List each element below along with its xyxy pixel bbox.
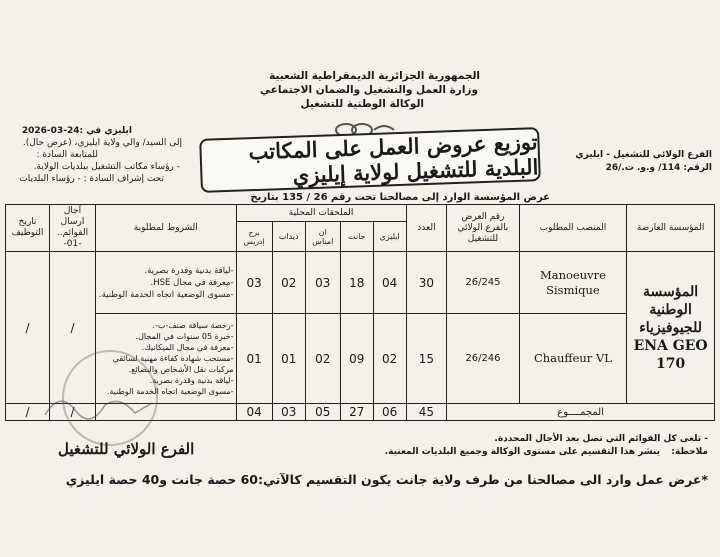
position-cell: Manoeuvre Sismique <box>519 252 627 314</box>
header-debdeb: ديداب <box>272 222 305 252</box>
header-illizi: ايليزي <box>373 222 406 252</box>
illizi-cell: 04 <box>373 252 406 314</box>
djanet-cell: 09 <box>340 314 373 404</box>
total-djanet: 27 <box>340 404 373 421</box>
total-illizi: 06 <box>373 404 406 421</box>
condition-line: -مستحب شهادة كفاءة مهنية لسائقي <box>112 354 234 363</box>
footer-note: *عرض عمل وارد الى مصالحنا من طرف ولاية جانت يكون التقسيم كالآتي:60 حصة جانت و40 حصة ايليزي <box>65 472 708 487</box>
illizi-cell: 02 <box>373 314 406 404</box>
intro-line: عرض المؤسسة الوارد إلى مصالحنا تحت رقم 26 / 135 بتاريخ <box>250 192 550 203</box>
condition-line: -مسوى الوضعية اتجاه الخدمة الوطنية. <box>98 289 234 300</box>
addressee: إلى السيد/ والي ولاية ايليزي، (عرض حال). <box>22 138 182 148</box>
condition-line: -مسوى الوضعية اتجاه الخدمة الوطنية. <box>106 387 234 396</box>
ministry-line: وزارة العمل والتشغيل والضمان الاجتماعي <box>260 84 478 96</box>
republic-line: الجمهورية الجزائرية الديمقراطية الشعبية <box>269 70 480 82</box>
total-deadline: / <box>49 404 95 421</box>
condition-line: -معرفة في مجال الميكانيك. <box>141 343 234 352</box>
header-conditions: الشروط لمطلوبة <box>96 205 236 252</box>
deadline-cell: / <box>49 252 95 404</box>
condition-line: -رخصة سياقة صنف-ب-. <box>152 321 234 330</box>
total-in-amenas: 05 <box>305 404 340 421</box>
total-count: 45 <box>406 404 447 421</box>
total-bordj: 04 <box>236 404 272 421</box>
signature-icon <box>40 385 160 425</box>
note-label: ملاحظة: <box>671 447 708 457</box>
document-title: توزيع عروض العمل على المكاتب البلدية للتشغيل لولاية إيليزي <box>199 127 541 193</box>
note-publication: ينشر هذا التقسيم على مستوى الوكالة وجميع البلديات المعنية. <box>384 447 660 457</box>
signature-title: الفرع الولائي للتشغيل <box>58 440 195 458</box>
hire-date-cell: / <box>6 252 50 404</box>
header-position: المنصب المطلوب <box>519 205 627 252</box>
debdeb-cell: 01 <box>272 314 305 404</box>
count-cell: 15 <box>406 314 447 404</box>
offer-number-cell: 26/246 <box>447 314 519 404</box>
note-deadline: - تلغى كل القوائم التي تصل بعد الأجال المحددة. <box>494 434 708 444</box>
org-name: المؤسسة الوطنية للجيوفيزياء <box>639 283 702 336</box>
header-deadline: آجال ارسال القوائم.. -01- <box>49 205 95 252</box>
header-offer-number: رقم العرض بالفرع الولائي للتشغيل <box>447 205 519 252</box>
header-org: المؤسسة العارضة <box>627 205 715 252</box>
header-annexes: الملحقات المحلية <box>236 205 406 222</box>
condition-line: -خبرة 05 سنوات في المجال. <box>135 332 234 341</box>
condition-line: -لياقة بدنية وقدرة بصرية. <box>149 376 234 385</box>
in-amenas-cell: 03 <box>305 252 340 314</box>
condition-line: مركبات نقل الأشخاص والبضائع. <box>128 365 234 374</box>
header-in-amenas: ان امناس <box>305 222 340 252</box>
djanet-cell: 18 <box>340 252 373 314</box>
total-label: المجمــــوع <box>447 404 715 421</box>
issue-date: ايليزي في :24-03-2026 <box>21 126 132 136</box>
bordj-cell: 01 <box>236 314 272 404</box>
offices-line: - رؤساء مكاتب التشغيل ببلديات الولاية. <box>33 162 180 172</box>
conditions-cell <box>96 252 236 314</box>
reference-number: الرقم: 114/ و.و. ت./26 <box>605 163 712 173</box>
condition-line: -معرفة في مجال HSE. <box>150 277 234 288</box>
header-count: العدد <box>406 205 447 252</box>
org-cell <box>627 252 715 404</box>
debdeb-cell: 02 <box>272 252 305 314</box>
bordj-cell: 03 <box>236 252 272 314</box>
supervision-line: تحت إشراف السادة : - رؤساء البلديات <box>19 174 164 184</box>
follow-up-label: للمتابعة السادة : <box>36 150 98 160</box>
total-debdeb: 03 <box>272 404 305 421</box>
count-cell: 30 <box>406 252 447 314</box>
agency-line: الوكالة الوطنية للتشغيل <box>300 98 424 110</box>
header-djanet: جانت <box>340 222 373 252</box>
org-code: ENA GEO 170 <box>633 337 708 372</box>
header-hire-date: تاريخ التوظيف <box>6 205 50 252</box>
header-bordj-omar-driss: برج إدريس <box>236 222 272 252</box>
table-row <box>6 252 715 314</box>
condition-line: -لياقة بدنية وقدرة بصرية. <box>144 265 234 276</box>
branch-name: الفرع الولائي للتشغيل - ايليزي <box>575 150 712 160</box>
offer-number-cell: 26/245 <box>447 252 519 314</box>
position-cell: Chauffeur VL <box>519 314 627 404</box>
in-amenas-cell: 02 <box>305 314 340 404</box>
total-hire-date: / <box>6 404 50 421</box>
